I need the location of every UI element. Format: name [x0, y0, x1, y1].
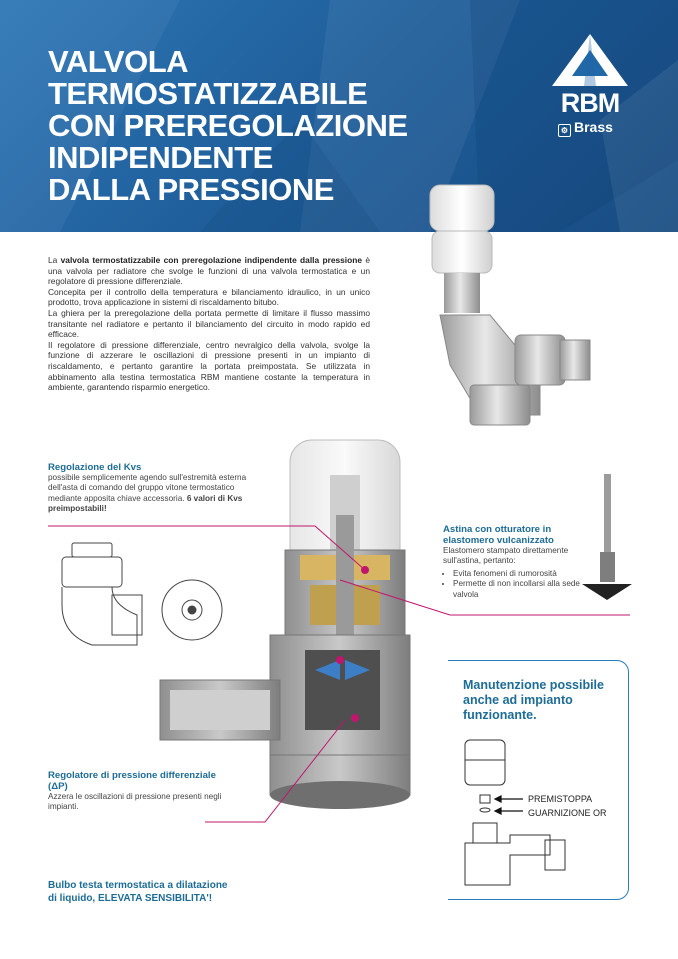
intro-paragraph-1: La valvola termostatizzabile con preregolazione indipendente dalla pressione è una valvola per radiatore che svolge le funzioni di una valvola termostatica e un regolatore di pressione differenziale. — [48, 255, 370, 287]
bulbo-line-2: di liquido, ELEVATA SENSIBILITA'! — [48, 893, 213, 904]
pressure-section — [48, 770, 228, 813]
intro-paragraph-2: Concepita per il controllo della temperatura e bilanciamento idraulico, in un unico prodotto, trova applicazione in sistemi di riscaldamento bitubo. — [48, 286, 370, 308]
bulbo-note — [48, 879, 308, 905]
logo-wordmark: RBM — [560, 88, 620, 118]
astina-section — [443, 524, 583, 600]
list-item: • Evita fenomeni di rumorosità — [453, 569, 583, 579]
kvs-text: possibile semplicemente agendo sull'estremità esterna dell'asta di comando del gruppo vitone termostatico mediante apposita chiave accessoria. 6 valori di Kvs preimpostabili! — [48, 473, 247, 514]
intro-paragraph-4: Il regolatore di pressione differenziale, centro nevralgico della valvola, svolge la funzione di azzerare le oscillazioni di pressione presenti in un impianto di riscaldamento, e pertanto garantire la portata preimpostata. Se utilizzata in abbinamento alla testina termostatica RBM mantiene costante la temperatura in ambiente, garantendo risparmio energetico. — [48, 339, 370, 393]
intro-paragraph-3: La ghiera per la preregolazione della portata permette di limitare il flusso massimo transitante nel radiatore e pertanto il bilanciamento del circuito in modo rapido ed efficace. — [48, 307, 370, 340]
kvs-section — [48, 462, 268, 515]
pressure-title: Regolatore di pressione differenziale (ΔP) — [48, 770, 216, 792]
list-item: • Permette di non incollarsi alla sede valvola — [453, 579, 583, 600]
kvs-title: Regolazione del Kvs — [48, 462, 142, 473]
guarnizione-label: GUARNIZIONE OR — [528, 808, 607, 818]
astina-text: Elastomero stampato direttamente sull'astina, pertanto: — [443, 546, 569, 566]
maintenance-title: Manutenzione possibile anche ad impianto funzionante. — [463, 678, 604, 722]
logo-sub: ⚙ Brass — [558, 119, 613, 137]
bulbo-line-1: Bulbo testa termostatica a dilatazione — [48, 880, 228, 891]
page-title: VALVOLA TERMOSTATIZZABILE CON PREREGOLAZIONE INDIPENDENTE DALLA PRESSIONE — [48, 44, 408, 207]
pressure-text: Azzera le oscillazioni di pressione presenti negli impianti. — [48, 792, 222, 812]
astina-bullets — [443, 569, 583, 600]
maintenance-head — [465, 740, 505, 785]
premistoppa-label: PREMISTOPPA — [528, 794, 593, 804]
astina-title: Astina con otturatore in elastomero vulcanizzato — [443, 524, 554, 546]
